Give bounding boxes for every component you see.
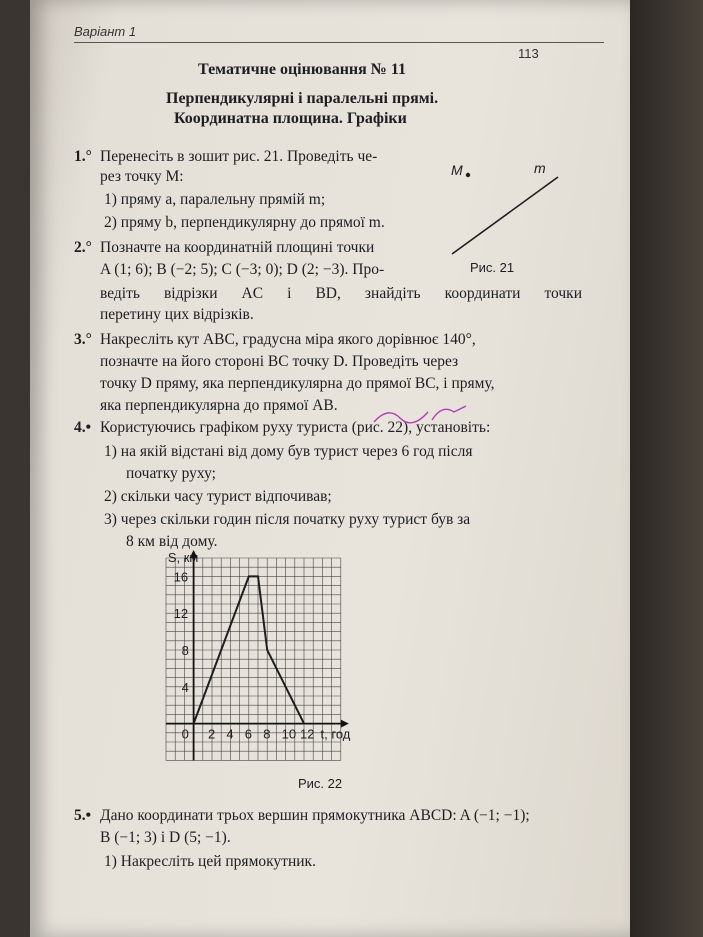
task3-number: 3.° [74, 331, 92, 348]
task4-item3-line1: 3) через скільки годин після початку руху турист був за [104, 511, 471, 528]
x-tick-label: 0 [181, 726, 189, 742]
figure-22-chart [130, 550, 510, 775]
task2-line3: ведіть відрізки AC і BD, знайдіть координати точки [100, 285, 582, 302]
task1-line2: рез точку M: [100, 168, 184, 185]
x-tick-label: 8 [263, 726, 271, 742]
textbook-page [30, 0, 630, 937]
point-m [466, 173, 470, 177]
task4-item1-line1: 1) на якій відстані від дому був турист через 6 год після [104, 443, 473, 460]
task5-item1: 1) Накресліть цей прямокутник. [104, 853, 316, 870]
handwritten-scribble [370, 400, 480, 430]
task5-line1: Дано координати трьох вершин прямокутника ABCD: A (−1; −1); [100, 807, 530, 824]
task3-line4: яка перпендикулярна до прямої AB. [100, 397, 338, 414]
adjacent-page-edge [630, 0, 703, 937]
x-tick-label: 2 [208, 726, 216, 742]
task4-item3-line2: 8 км від дому. [126, 533, 218, 550]
page-number: 113 [518, 46, 539, 61]
line-m [452, 177, 558, 254]
section-title: Тематичне оцінювання № 11 [198, 61, 406, 78]
figure-21-caption: Рис. 21 [470, 260, 515, 275]
y-tick-label: 16 [173, 569, 189, 585]
variant-label: Варіант 1 [74, 24, 137, 39]
chart-grid [166, 558, 341, 760]
section-subtitle-line2: Координатна площина. Графіки [174, 110, 407, 127]
task2-number: 2.° [74, 239, 92, 256]
line-m-label: m [534, 160, 546, 176]
task1-line1: Перенесіть в зошит рис. 21. Проведіть че- [100, 148, 378, 165]
y-tick-label: 4 [181, 679, 189, 695]
point-m-label: M [451, 162, 463, 178]
task4-item1-line2: початку руху; [126, 465, 216, 482]
task2-line2: A (1; 6); B (−2; 5); C (−3; 0); D (2; −3). Про- [100, 261, 385, 278]
section-subtitle-line1: Перпендикулярні і паралельні прямі. [166, 90, 439, 107]
y-tick-label: 12 [173, 606, 189, 622]
task2-line4: перетину цих відрізків. [100, 306, 254, 323]
y-tick-label: 8 [181, 643, 189, 658]
x-tick-label: 10 [281, 726, 297, 742]
chart-tick-labels [174, 569, 315, 741]
figure-22-caption: Рис. 22 [298, 776, 343, 791]
task1-number: 1.° [74, 148, 92, 165]
task2-line1: Позначте на координатній площині точки [100, 239, 375, 256]
task5-line2: B (−1; 3) і D (5; −1). [100, 829, 231, 846]
y-axis-label: S, км [167, 550, 199, 565]
x-tick-label: 4 [226, 726, 234, 742]
task4-number: 4.• [74, 419, 92, 436]
task3-line3: точку D пряму, яка перпендикулярна до прямої BC, і пряму, [100, 375, 495, 392]
figure-21 [440, 155, 570, 260]
task5-number: 5.• [74, 807, 92, 824]
task1-item2: 2) пряму b, перпендикулярну до прямої m. [104, 214, 385, 231]
x-axis-label: t, год [320, 726, 351, 742]
task4-item2: 2) скільки часу турист відпочивав; [104, 488, 332, 505]
x-tick-label: 6 [244, 726, 253, 742]
task4-line1: Користуючись графіком руху туриста (рис. 22), установіть: [100, 419, 491, 436]
task3-line2: позначте на його стороні BC точку D. Проведіть через [100, 353, 459, 370]
x-tick-label: 12 [300, 726, 315, 742]
task1-item1: 1) пряму a, паралельну прямій m; [104, 191, 326, 208]
header-rule [74, 42, 604, 43]
task3-line1: Накресліть кут ABC, градусна міра якого дорівнює 140°, [100, 331, 476, 348]
